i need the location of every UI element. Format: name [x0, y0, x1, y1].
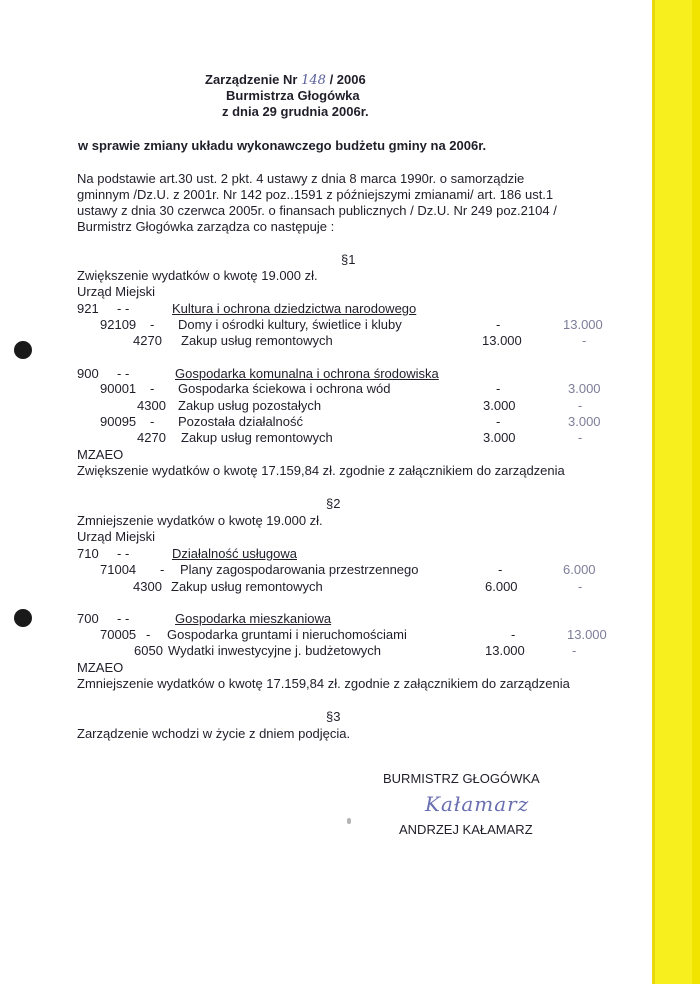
punch-hole-bottom	[14, 609, 32, 627]
rozdzial-92109-col2: 13.000	[563, 317, 603, 332]
handwritten-signature: Kałamarz	[425, 792, 530, 816]
stamp-speck	[347, 818, 351, 824]
section-2-mzaeo: MZAEO	[77, 660, 124, 675]
dzial-710-dashes: - -	[117, 546, 130, 561]
rozdzial-92109-code: 92109	[100, 317, 137, 332]
paragraf-4300-s2-name: Zakup usług remontowych	[171, 579, 323, 594]
rozdzial-90095-name: Pozostała działalność	[178, 414, 304, 429]
legal-basis-line-1: Na podstawie art.30 ust. 2 pkt. 4 ustawy z dnia 8 marca 1990r. o samorządzie	[77, 171, 525, 186]
section-3-heading: §3	[326, 709, 341, 724]
legal-basis-line-4: Burmistrz Głogówka zarządza co następuje :	[77, 219, 335, 234]
paragraf-4300-code: 4300	[137, 398, 166, 413]
section-1-unit: Urząd Miejski	[77, 284, 156, 299]
paragraf-4270-a-name: Zakup usług remontowych	[181, 333, 333, 348]
paragraf-4270-b-name: Zakup usług remontowych	[181, 430, 333, 445]
rozdzial-90095-dash: -	[150, 414, 155, 429]
paragraf-4300-s2-col1: 6.000	[485, 579, 518, 594]
paragraf-4270-a-col1: 13.000	[482, 333, 522, 348]
rozdzial-71004-dash: -	[160, 562, 165, 577]
dzial-900-dashes: - -	[117, 366, 130, 381]
section-1-mzaeo-text: Zwiększenie wydatków o kwotę 17.159,84 zł. zgodnie z załącznikiem do zarządzenia	[77, 463, 565, 478]
dzial-710-name: Działalność usługowa	[172, 546, 298, 561]
rozdzial-92109-dash: -	[150, 317, 155, 332]
paragraf-6050-col1: 13.000	[485, 643, 525, 658]
rozdzial-92109-col1: -	[496, 317, 501, 332]
rozdzial-90001-code: 90001	[100, 381, 137, 396]
paragraf-4270-a-code: 4270	[133, 333, 162, 348]
rozdzial-70005-name: Gospodarka gruntami i nieruchomościami	[167, 627, 407, 642]
dzial-900-code: 900	[77, 366, 99, 381]
date-line: z dnia 29 grudnia 2006r.	[222, 104, 369, 119]
dzial-700-name: Gospodarka mieszkaniowa	[175, 611, 332, 626]
rozdzial-70005-dash: -	[146, 627, 151, 642]
section-2-unit: Urząd Miejski	[77, 529, 156, 544]
rozdzial-71004-code: 71004	[100, 562, 137, 577]
dzial-710-code: 710	[77, 546, 99, 561]
dzial-700-code: 700	[77, 611, 99, 626]
signature-name: ANDRZEJ KAŁAMARZ	[399, 822, 533, 837]
section-1-heading: §1	[341, 252, 356, 267]
paragraf-4270-a-col2: -	[582, 333, 587, 348]
rozdzial-92109-name: Domy i ośrodki kultury, świetlice i kluby	[178, 317, 402, 332]
section-3-text: Zarządzenie wchodzi w życie z dniem podjęcia.	[77, 726, 351, 741]
rozdzial-90001-name: Gospodarka ściekowa i ochrona wód	[178, 381, 391, 396]
section-1-intro: Zwiększenie wydatków o kwotę 19.000 zł.	[77, 268, 318, 283]
paragraf-4270-b-col1: 3.000	[483, 430, 516, 445]
subject-line: w sprawie zmiany układu wykonawczego budżetu gminy na 2006r.	[78, 138, 487, 153]
paragraf-4270-b-code: 4270	[137, 430, 166, 445]
paragraf-6050-name: Wydatki inwestycyjne j. budżetowych	[168, 643, 382, 658]
dzial-900-name: Gospodarka komunalna i ochrona środowiska	[175, 366, 439, 381]
issuer-line: Burmistrza Głogówka	[226, 88, 360, 103]
section-2-mzaeo-text: Zmniejszenie wydatków o kwotę 17.159,84 zł. zgodnie z załącznikiem do zarządzenia	[77, 676, 570, 691]
rozdzial-90001-col2: 3.000	[568, 381, 601, 396]
dzial-921-dashes: - -	[117, 301, 130, 316]
rozdzial-70005-col2: 13.000	[567, 627, 607, 642]
rozdzial-71004-col2: 6.000	[563, 562, 596, 577]
paragraf-4300-col2: -	[578, 398, 583, 413]
rozdzial-90001-dash: -	[150, 381, 155, 396]
paragraf-6050-col2: -	[572, 643, 577, 658]
dzial-921-name: Kultura i ochrona dziedzictwa narodowego	[172, 301, 417, 316]
rozdzial-70005-code: 70005	[100, 627, 137, 642]
rozdzial-71004-name: Plany zagospodarowania przestrzennego	[180, 562, 419, 577]
paragraf-4300-s2-col2: -	[578, 579, 583, 594]
dzial-700-dashes: - -	[117, 611, 130, 626]
rozdzial-90001-col1: -	[496, 381, 501, 396]
yellow-page-edge	[652, 0, 700, 984]
dzial-921-code: 921	[77, 301, 99, 316]
document-title: Zarządzenie Nr 148 / 2006	[205, 72, 366, 88]
signature-role: BURMISTRZ GŁOGÓWKA	[383, 771, 540, 786]
paragraf-4300-s2-code: 4300	[133, 579, 162, 594]
handwritten-number: 148	[301, 73, 326, 88]
section-2-heading: §2	[326, 496, 341, 511]
section-2-intro: Zmniejszenie wydatków o kwotę 19.000 zł.	[77, 513, 323, 528]
paragraf-4300-name: Zakup usług pozostałych	[178, 398, 322, 413]
rozdzial-70005-col1: -	[511, 627, 516, 642]
paragraf-4270-b-col2: -	[578, 430, 583, 445]
paragraf-6050-code: 6050	[134, 643, 163, 658]
rozdzial-90095-col2: 3.000	[568, 414, 601, 429]
legal-basis-line-3: ustawy z dnia 30 czerwca 2005r. o finansach publicznych / Dz.U. Nr 249 poz.2104 /	[77, 203, 557, 218]
legal-basis-line-2: gminnym /Dz.U. z 2001r. Nr 142 poz..1591 z późniejszymi zmianami/ art. 186 ust.1	[77, 187, 554, 202]
rozdzial-90095-col1: -	[496, 414, 501, 429]
section-1-mzaeo: MZAEO	[77, 447, 124, 462]
rozdzial-90095-code: 90095	[100, 414, 137, 429]
punch-hole-top	[14, 341, 32, 359]
rozdzial-71004-col1: -	[498, 562, 503, 577]
paragraf-4300-col1: 3.000	[483, 398, 516, 413]
